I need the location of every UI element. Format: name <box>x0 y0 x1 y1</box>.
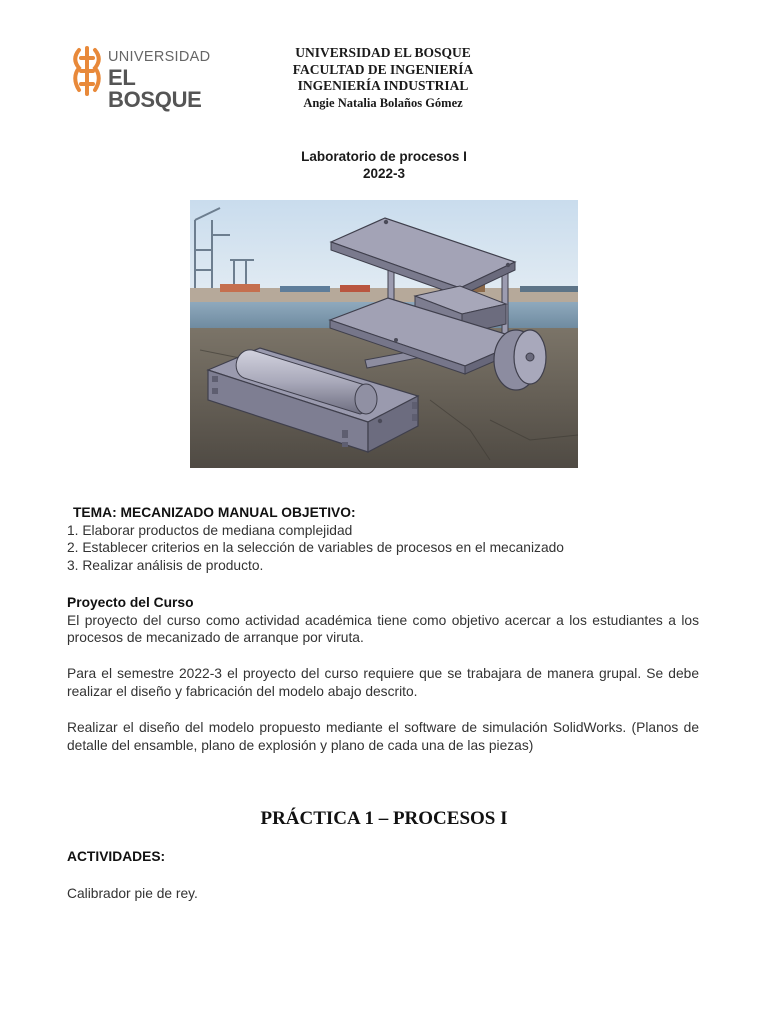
tema-section <box>67 504 699 574</box>
header-university: UNIVERSIDAD EL BOSQUE <box>295 45 471 60</box>
actividades-title: ACTIVIDADES: <box>67 849 166 864</box>
cad-model-image <box>190 200 578 468</box>
proyecto-paragraph-3: Realizar el diseño del modelo propuesto mediante el software de simulación SolidWorks. (Planos de detalle del ensamble, plano de explosión y plano de cada una de las piezas) <box>67 720 699 753</box>
objective-item-3: 3. Realizar análisis de producto. <box>67 557 264 573</box>
logo-wordmark-small: UNIVERSIDAD <box>108 49 211 65</box>
header-author: Angie Natalia Bolaños Gómez <box>303 95 463 110</box>
tema-title: TEMA: MECANIZADO MANUAL OBJETIVO: <box>73 505 356 520</box>
course-block <box>234 148 534 182</box>
header-faculty: FACULTAD DE INGENIERÍA <box>292 61 474 77</box>
university-logo <box>70 46 230 112</box>
document-header <box>240 45 526 111</box>
course-term: 2022-3 <box>362 166 406 181</box>
practica-title: PRÁCTICA 1 – PROCESOS I <box>260 808 508 829</box>
logo-emblem-icon <box>70 46 104 96</box>
objective-item-1: 1. Elaborar productos de mediana complejidad <box>67 522 353 538</box>
proyecto-section <box>67 594 699 647</box>
proyecto-title: Proyecto del Curso <box>67 595 194 610</box>
proyecto-paragraph-1: El proyecto del curso como actividad académica tiene como objetivo acercar a los estudiantes a los procesos de mecanizado de arranque por viruta. <box>67 612 699 645</box>
objective-item-2: 2. Establecer criterios en la selección de variables de procesos en el mecanizado <box>67 540 564 555</box>
course-name: Laboratorio de procesos I <box>301 149 467 164</box>
actividad-item: Calibrador pie de rey. <box>67 886 198 901</box>
logo-wordmark-big: EL BOSQUE <box>108 64 202 112</box>
header-program: INGENIERÍA INDUSTRIAL <box>297 78 469 93</box>
proyecto-paragraph-2: Para el semestre 2022-3 el proyecto del curso requiere que se trabajara de manera grupal. Se debe realizar el diseño y fabricación del modelo abajo descrito. <box>67 666 699 699</box>
